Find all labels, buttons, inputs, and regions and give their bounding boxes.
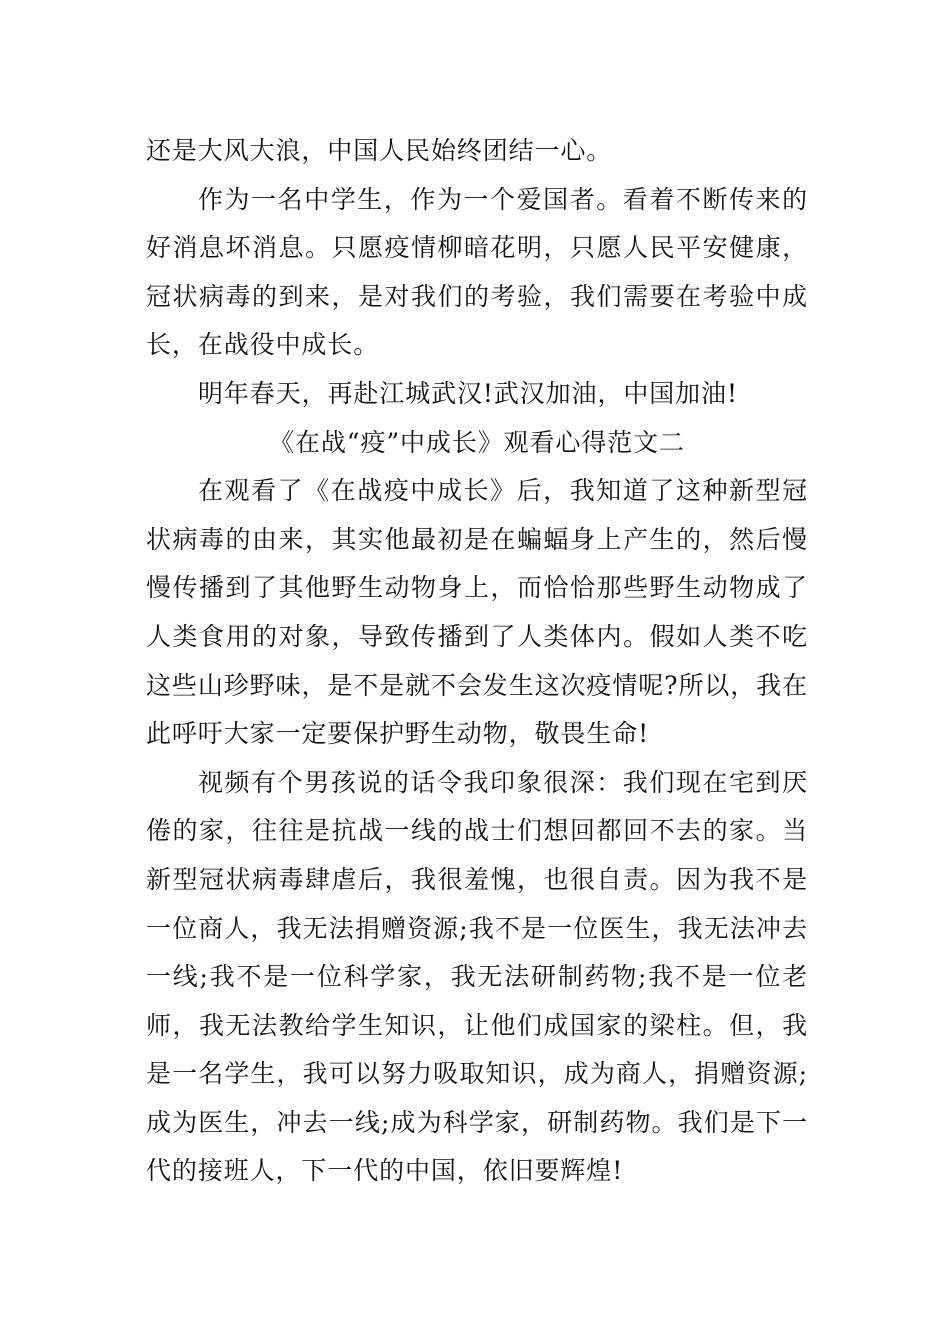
paragraph-continuation: 还是大风大浪，中国人民始终团结一心。	[146, 136, 613, 165]
paragraph-virus-origin: 在观看了《在战疫中成长》后，我知道了这种新型冠状病毒的由来，其实他最初是在蝙蝠身上产生的，然后慢慢传播到了其他野生动物身上，而恰恰那些野生动物成了人类食用的对象，导致传播到了人类体内。假如人类不吃这些山珍野味，是不是就不会发生这次疫情呢?所以，我在此呼吁大家一定要保护野生动物，敬畏生命!	[146, 476, 808, 749]
paragraph-student-reflection: 作为一名中学生，作为一个爱国者。看着不断传来的好消息坏消息。只愿疫情柳暗花明，只愿人民平安健康，冠状病毒的到来，是对我们的考验，我们需要在考验中成长，在战役中成长。	[146, 184, 808, 360]
section-heading: 《在战“疫”中成长》观看心得范文二	[269, 427, 685, 457]
document-body	[146, 127, 808, 1196]
paragraph-boy-quote: 视频有个男孩说的话令我印象很深：我们现在宅到厌倦的家，往往是抗战一线的战士们想回都回不去的家。当新型冠状病毒肆虐后，我很羞愧，也很自责。因为我不是一位商人，我无法捐赠资源;我不是一位医生，我无法冲去一线;我不是一位科学家，我无法研制药物;我不是一位老师，我无法教给学生知识，让他们成国家的梁柱。但，我是一名学生，我可以努力吸取知识，成为商人，捐赠资源;成为医生，冲去一线;成为科学家，研制药物。我们是下一代的接班人，下一代的中国，依旧要辉煌!	[146, 767, 808, 1186]
paragraph-wuhan-cheer: 明年春天，再赴江城武汉!武汉加油，中国加油!	[198, 378, 738, 408]
